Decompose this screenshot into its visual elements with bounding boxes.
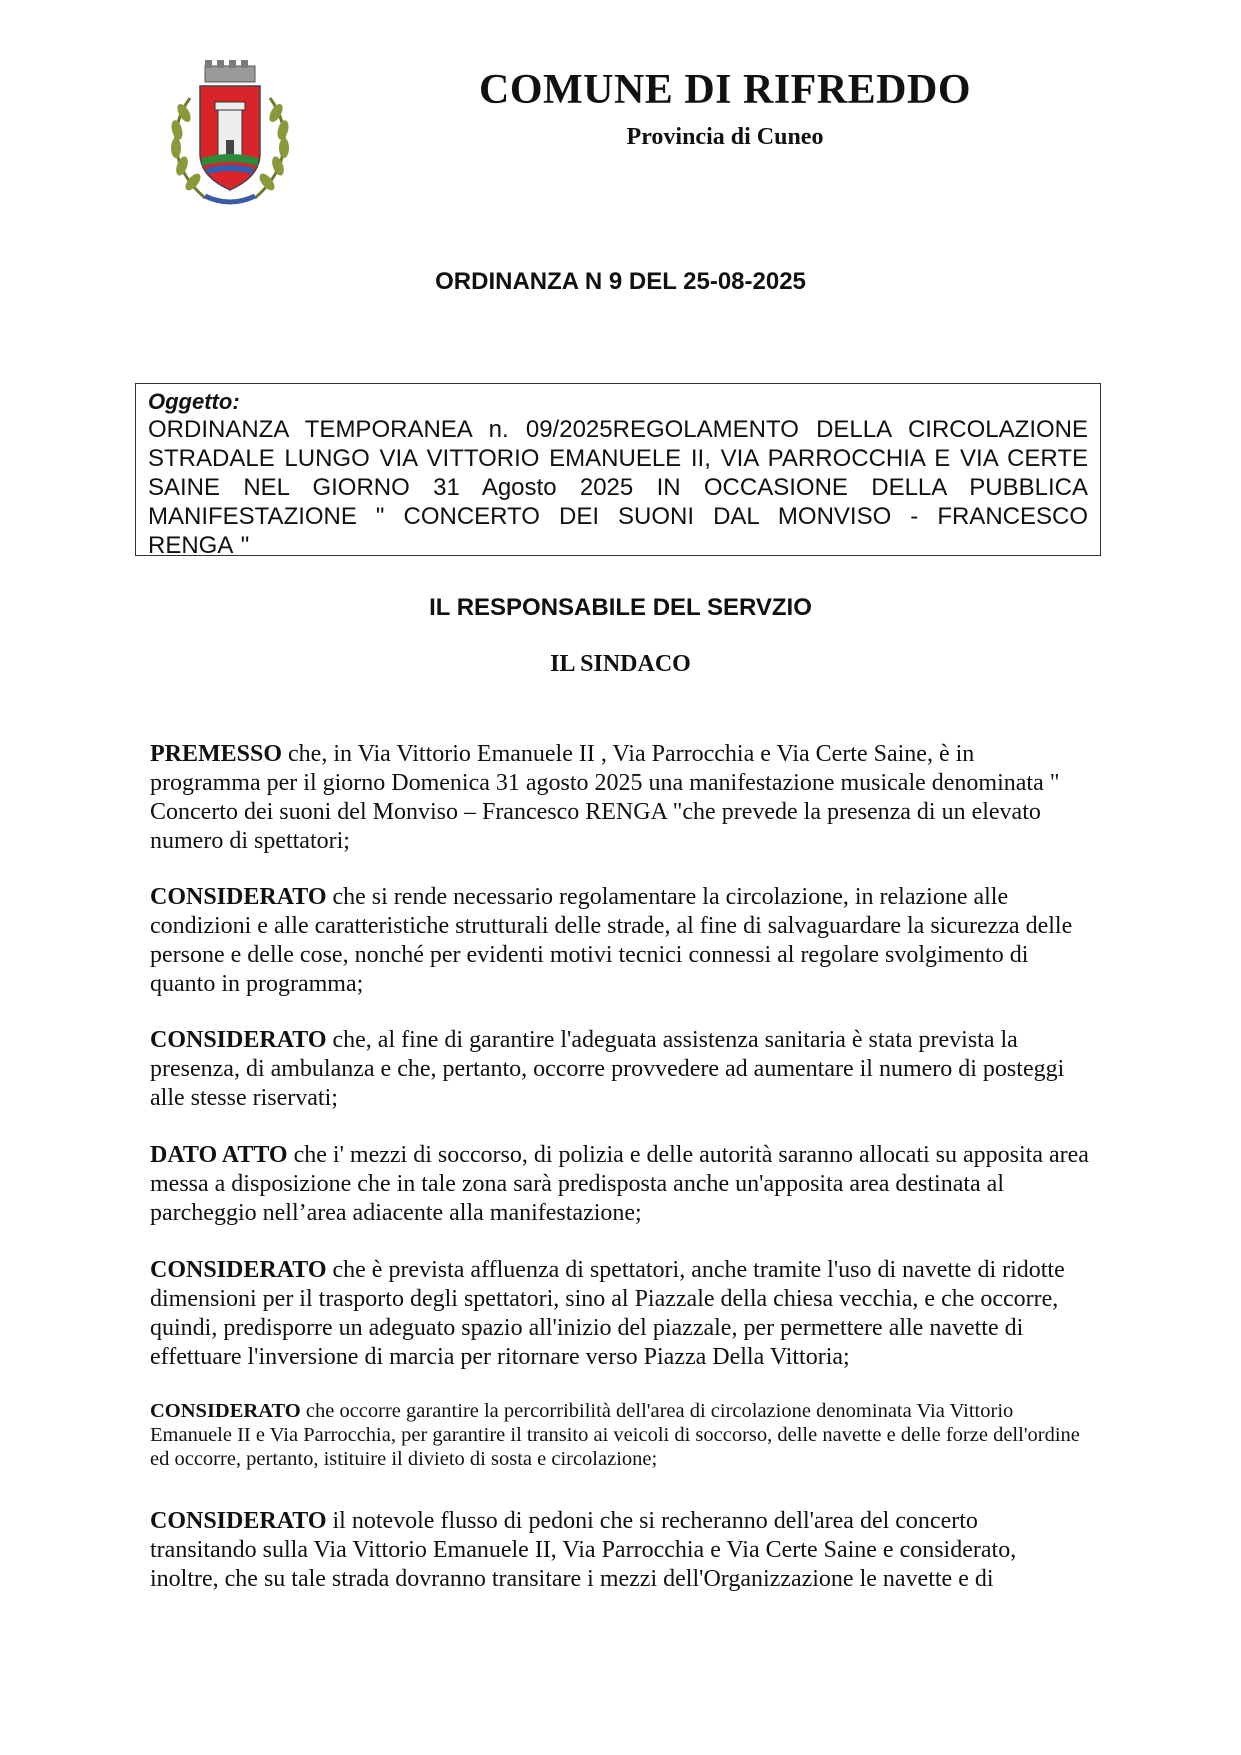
province-subtitle: Provincia di Cuneo: [626, 124, 824, 150]
paragraph-keyword: CONSIDERATO: [150, 1508, 327, 1534]
paragraph-dato-atto: [150, 1141, 1090, 1228]
municipality-title: COMUNE DI RIFREDDO: [479, 67, 971, 113]
ordinance-title: ORDINANZA N 9 DEL 25-08-2025: [435, 268, 806, 295]
paragraph-considerato-3: [150, 1256, 1090, 1372]
paragraph-premesso: [150, 740, 1090, 856]
paragraph-keyword: CONSIDERATO: [150, 1400, 301, 1422]
paragraph-text: che i' mezzi di soccorso, di polizia e delle autorità saranno allocati su apposita area messa a disposizione che in tale zona sarà predisposta anche un'apposita area destinata al parcheggio nell’area adiacente alla manifestazione;: [150, 1142, 1089, 1226]
paragraph-keyword: CONSIDERATO: [150, 1027, 327, 1053]
paragraph-text: che, in Via Vittorio Emanuele II , Via Parrocchia e Via Certe Saine, è in programma per il giorno Domenica 31 agosto 2025 una manifestazione musicale denominata " Concerto dei suoni del Monviso – Francesco RENGA "che prevede la presenza di un elevato numero di spettatori;: [150, 741, 1060, 854]
responsabile-heading: IL RESPONSABILE DEL SERVZIO: [429, 594, 812, 621]
subject-text: ORDINANZA TEMPORANEA n. 09/2025REGOLAMENTO DELLA CIRCOLAZIONE STRADALE LUNGO VIA VITTORIO EMANUELE II, VIA PARROCCHIA E VIA CERTE SAINE NEL GIORNO 31 Agosto 2025 IN OCCASIONE DELLA PUBBLICA MANIFESTAZIONE " CONCERTO DEI SUONI DAL MONVISO - FRANCESCO RENGA ": [148, 416, 1088, 559]
subject-box: [135, 383, 1101, 559]
paragraph-keyword: PREMESSO: [150, 741, 283, 767]
subject-label: Oggetto:: [148, 389, 240, 414]
paragraph-keyword: DATO ATTO: [150, 1142, 288, 1168]
paragraph-text: che è prevista affluenza di spettatori, anche tramite l'uso di navette di ridotte dimensioni per il trasporto degli spettatori, sino al Piazzale della chiesa vecchia, e che occorre, quindi, predisporre un adeguato spazio all'inizio del piazzale, per permettere alle navette di effettuare l'inversione di marcia per ritornare verso Piazza Della Vittoria;: [150, 1257, 1065, 1370]
paragraph-text: che occorre garantire la percorribilità dell'area di circolazione denominata Via Vittorio Emanuele II e Via Parrocchia, per garantire il transito ai veicoli di soccorso, delle navette e delle forze dell'ordine ed occorre, pertanto, istituire il divieto di sosta e circolazione;: [150, 1400, 1080, 1470]
paragraph-text: che si rende necessario regolamentare la circolazione, in relazione alle condizioni e alle caratteristiche strutturali delle strade, al fine di salvaguardare la sicurezza delle persone e delle cose, nonché per evidenti motivi tecnici connessi al regolare svolgimento di quanto in programma;: [150, 884, 1073, 997]
paragraph-considerato-4: [150, 1399, 1090, 1471]
paragraph-text: il notevole flusso di pedoni che si recheranno dell'area del concerto transitando sulla Via Vittorio Emanuele II, Via Parrocchia e Via Certe Saine e considerato, inoltre, che su tale strada dovranno transitare i mezzi dell'Organizzazione le navette e di: [150, 1508, 1017, 1592]
paragraph-keyword: CONSIDERATO: [150, 1257, 327, 1283]
coat-of-arms-icon: [160, 58, 300, 208]
paragraph-considerato-5: [150, 1507, 1090, 1594]
paragraph-keyword: CONSIDERATO: [150, 884, 327, 910]
paragraph-considerato-2: [150, 1026, 1090, 1113]
paragraph-considerato-1: [150, 883, 1090, 999]
paragraph-text: che, al fine di garantire l'adeguata assistenza sanitaria è stata prevista la presenza, di ambulanza e che, pertanto, occorre provvedere ad aumentare il numero di posteggi alle stesse riservati;: [150, 1027, 1065, 1111]
sindaco-heading: IL SINDACO: [550, 651, 691, 677]
